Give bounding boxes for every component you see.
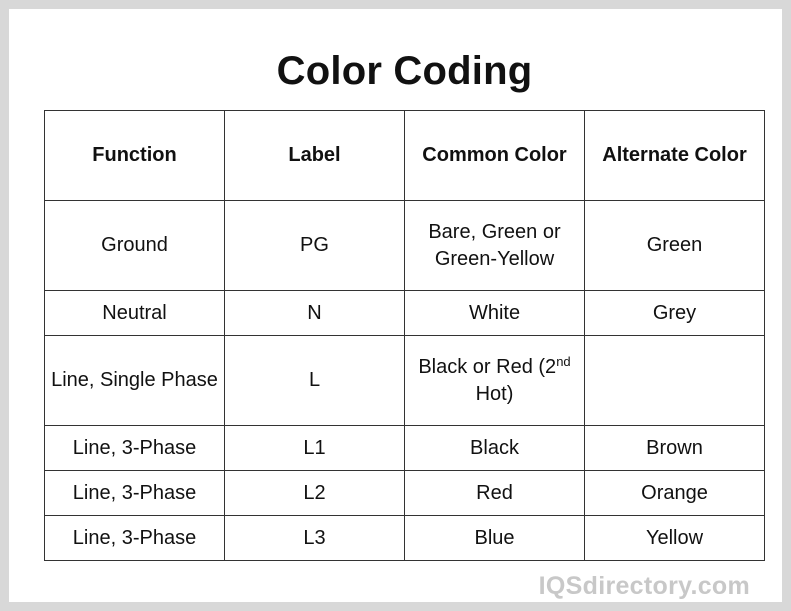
cell-common-color	[405, 336, 585, 426]
table-row	[45, 516, 765, 561]
page-title: Color Coding	[276, 49, 533, 93]
table-row	[45, 426, 765, 471]
cell-common-color: Bare, Green or Green-Yellow	[405, 201, 585, 291]
header-common-color: Common Color	[405, 111, 585, 201]
cell-function: Line, 3-Phase	[45, 471, 225, 516]
cell-common-color: Black	[405, 426, 585, 471]
cell-alternate-color	[585, 336, 765, 426]
common-color-text: Black or Red (2	[418, 355, 557, 378]
header-alternate-color: Alternate Color	[585, 111, 765, 201]
cell-function: Line, Single Phase	[45, 336, 225, 426]
cell-function: Line, 3-Phase	[45, 516, 225, 561]
cell-alternate-color: Grey	[585, 291, 765, 336]
cell-function: Ground	[45, 201, 225, 291]
cell-alternate-color: Green	[585, 201, 765, 291]
table-row	[45, 201, 765, 291]
table-row	[45, 291, 765, 336]
cell-label: L3	[225, 516, 405, 561]
cell-alternate-color: Orange	[585, 471, 765, 516]
cell-label: PG	[225, 201, 405, 291]
cell-function: Neutral	[45, 291, 225, 336]
common-color-text-tail: Hot)	[475, 382, 514, 405]
header-function: Function	[45, 111, 225, 201]
cell-label: N	[225, 291, 405, 336]
cell-common-color: White	[405, 291, 585, 336]
cell-label: L2	[225, 471, 405, 516]
cell-alternate-color: Brown	[585, 426, 765, 471]
ordinal-superscript: nd	[556, 353, 571, 369]
cell-common-color: Blue	[405, 516, 585, 561]
table-row	[45, 471, 765, 516]
color-coding-table	[44, 110, 765, 561]
cell-function: Line, 3-Phase	[45, 426, 225, 471]
header-label: Label	[225, 111, 405, 201]
cell-common-color: Red	[405, 471, 585, 516]
table-row	[45, 336, 765, 426]
table-header-row	[45, 111, 765, 201]
iqsdirectory-watermark: IQSdirectory.com	[538, 572, 750, 600]
cell-label: L1	[225, 426, 405, 471]
cell-label: L	[225, 336, 405, 426]
cell-alternate-color: Yellow	[585, 516, 765, 561]
